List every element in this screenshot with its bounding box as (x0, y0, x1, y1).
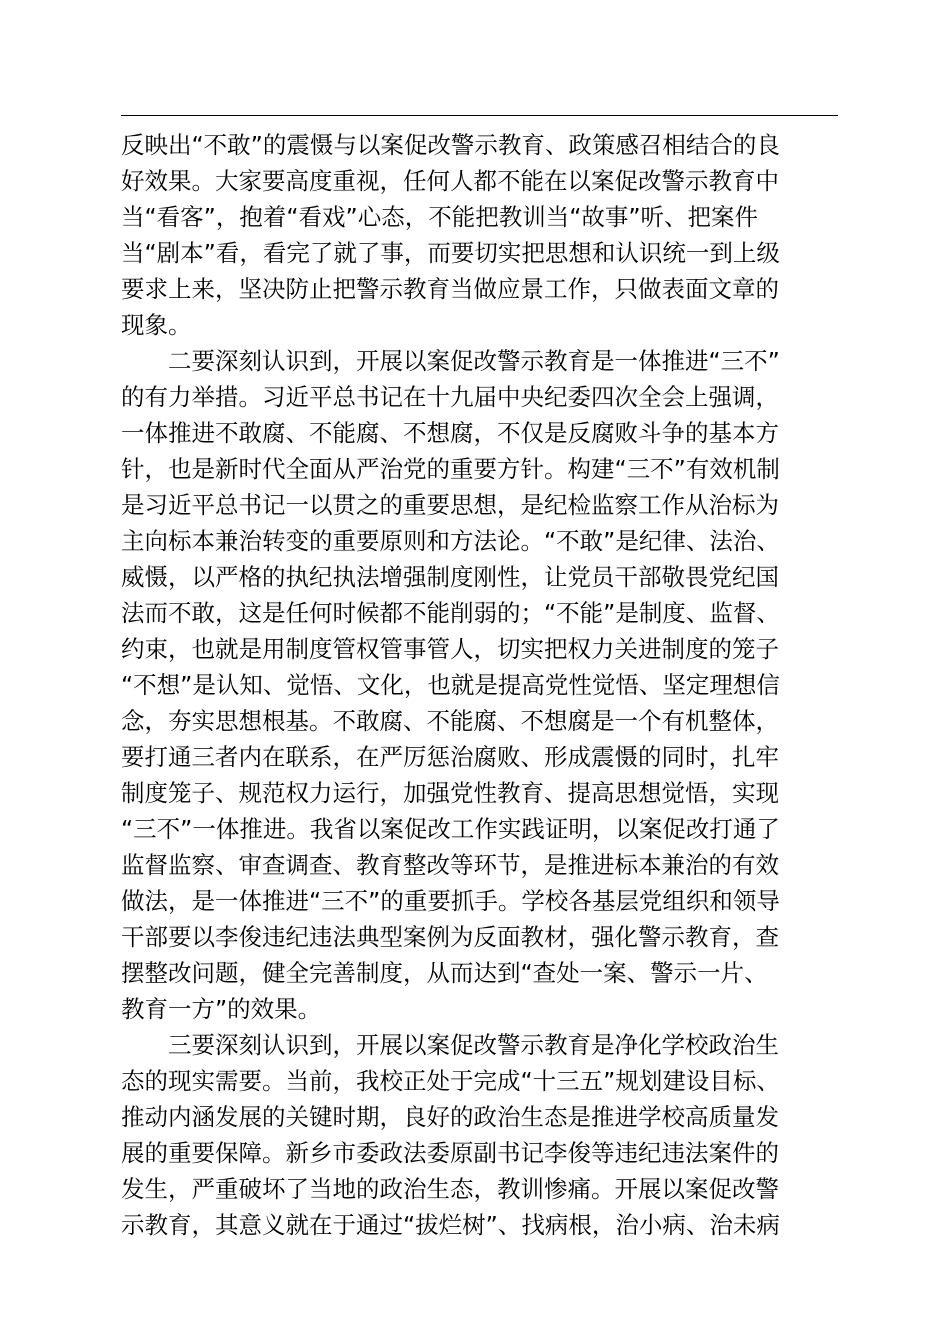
text-line: 反映出“不敢”的震慑与以案促改警示教育、政策感召相结合的良 (121, 131, 780, 159)
text-line: 现象。 (121, 311, 192, 339)
document-body (121, 127, 841, 1243)
text-line: 干部要以李俊违纪违法典型案例为反面教材，强化警示教育，查 (121, 923, 779, 951)
paragraph-start-line: 二要深刻认识到，开展以案促改警示教育是一体推进“三不” (168, 347, 780, 375)
header-rule (121, 115, 838, 116)
text-line: 主向标本兼治转变的重要原则和方法论。“不敢”是纪律、法治、 (121, 527, 780, 555)
text-line: 发生，严重破坏了当地的政治生态，教训惨痛。开展以案促改警 (121, 1175, 779, 1203)
text-line: 当“剧本”看，看完了就了事，而要切实把思想和认识统一到上级 (121, 239, 780, 267)
text-line: 的有力举措。习近平总书记在十九届中央纪委四次全会上强调， (121, 383, 779, 411)
text-line: 一体推进不敢腐、不能腐、不想腐，不仅是反腐败斗争的基本方 (121, 419, 779, 447)
text-line: 推动内涵发展的关键时期，良好的政治生态是推进学校高质量发 (121, 1103, 779, 1131)
text-line: 态的现实需要。当前，我校正处于完成“十三五”规划建设目标、 (121, 1067, 780, 1095)
text-line: 示教育，其意义就在于通过“拔烂树”、找病根，治小病、治未病 (121, 1211, 780, 1239)
text-line: 念，夯实思想根基。不敢腐、不能腐、不想腐是一个有机整体， (121, 707, 779, 735)
text-line: 约束，也就是用制度管权管事管人，切实把权力关进制度的笼子 (121, 635, 779, 663)
text-line: 要求上来，坚决防止把警示教育当做应景工作，只做表面文章的 (121, 275, 779, 303)
paragraph-start-line: 三要深刻认识到，开展以案促改警示教育是净化学校政治生 (168, 1031, 779, 1059)
text-line: 做法，是一体推进“三不”的重要抓手。学校各基层党组织和领导 (121, 887, 780, 915)
text-line: “三不”一体推进。我省以案促改工作实践证明，以案促改打通了 (121, 815, 780, 843)
text-line: 要打通三者内在联系，在严厉惩治腐败、形成震慑的同时，扎牢 (121, 743, 779, 771)
text-line: 制度笼子、规范权力运行，加强党性教育、提高思想觉悟，实现 (121, 779, 779, 807)
text-line: 好效果。大家要高度重视，任何人都不能在以案促改警示教育中 (121, 167, 779, 195)
text-line: 法而不敢，这是任何时候都不能削弱的；“不能”是制度、监督、 (121, 599, 780, 627)
text-line: 展的重要保障。新乡市委政法委原副书记李俊等违纪违法案件的 (121, 1139, 779, 1167)
text-line: “不想”是认知、觉悟、文化，也就是提高党性觉悟、坚定理想信 (121, 671, 780, 699)
text-line: 针，也是新时代全面从严治党的重要方针。构建“三不”有效机制 (121, 455, 780, 483)
text-line: 摆整改问题，健全完善制度，从而达到“查处一案、警示一片、 (121, 959, 768, 987)
text-line: 是习近平总书记一以贯之的重要思想，是纪检监察工作从治标为 (121, 491, 779, 519)
text-line: 当“看客”，抱着“看戏”心态，不能把教训当“故事”听、把案件 (121, 203, 759, 231)
text-line: 教育一方”的效果。 (121, 995, 322, 1023)
text-line: 威慑，以严格的执纪执法增强制度刚性，让党员干部敬畏党纪国 (121, 563, 779, 591)
text-line: 监督监察、审查调查、教育整改等环节，是推进标本兼治的有效 (121, 851, 779, 879)
